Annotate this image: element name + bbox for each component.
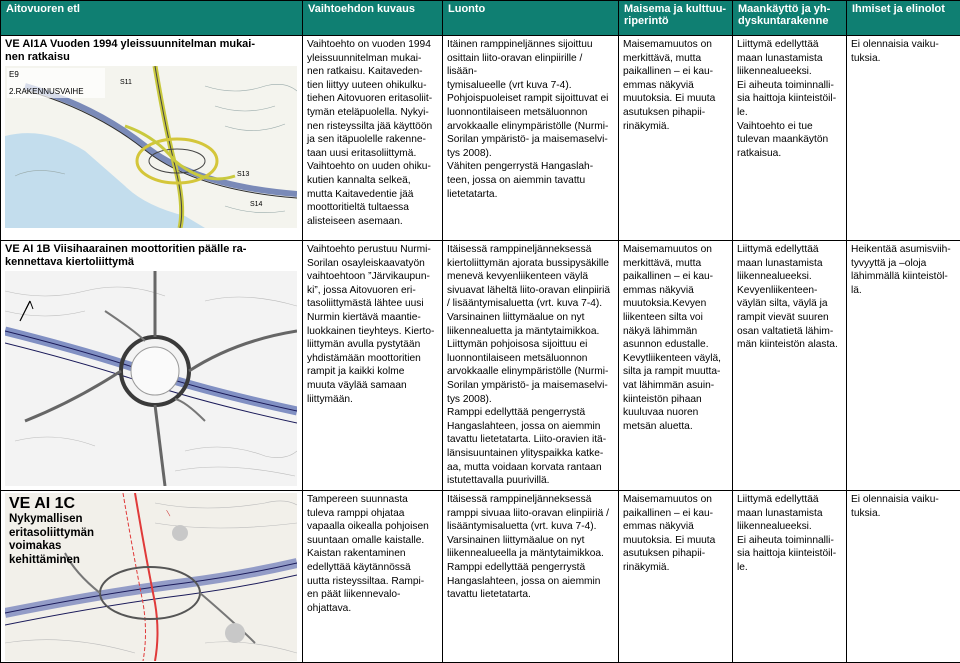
luonto-cell: Itäisessä ramppineljänneksessä ramppi sivuaa liito-oravan elinpiiriä / lisääntymisaluetta (vrt. kuva 7-4). Varsinainen liittymäalue on nyt liikennealueella ja mäntytaimikkoa. Ramppi edellyttää pengerrystä Hangaslahteen, jossa on aiemmin tavattu lietetatarta.	[443, 491, 619, 663]
row-title: VE AI1A Vuoden 1994 yleissuunnitelman mukai- nen ratkaisu	[5, 38, 256, 63]
header-maankaytto: Maankäyttö ja yh- dyskuntarakenne	[733, 1, 847, 36]
map-image-1a	[5, 66, 298, 228]
ihmiset-cell: Ei olennaisia vaiku- tuksia.	[847, 36, 960, 241]
luonto-cell: Itäisessä ramppineljänneksessä kiertoliittymän ajorata bussipysäkille menevä kevyenliikenteen väylä sivuavat läheltä liito-oravan elinpiiriä / lisääntymisaluetta (vrt. kuva 7-4). Varsinainen liittymäalue on nyt liikennealuetta ja mäntytaimikkoa. Liittymän pohjoisosa sijoittuu ei luonnontilaiseen metsäluonnon arvokkaalle elinympäristölle (Nurmi- Sorilan ympäristö- ja maisemaselvi- tys 2008). Ramppi edellyttää pengerrystä Hangaslahteen, jossa on aiemmin tavattu lietetatarta. Liito-oravien itä- länsisuuntainen ylityspaikka katke- aa, mutta voidaan korvata rantaan istutettavalla puurivillä.	[443, 241, 619, 491]
table-row	[1, 491, 960, 663]
kuvaus-cell: Vaihtoehto perustuu Nurmi- Sorilan osayleiskaavatyön vaihtoehtoon ”Järvikaupun- ki”, jossa Aitovuoren eri- tasoliittymästä lähtee uusi Nurmin kiertävä maantie- luokkainen tieyhteys. Kierto- liittymän avulla pystytään yhdistämään moottoritien rampit ja kaikki kolme muuta väylää samaan liittymään.	[303, 241, 443, 491]
ihmiset-cell: Ei olennaisia vaiku- tuksia.	[847, 491, 960, 663]
map-image-1b	[5, 271, 298, 486]
maisema-cell: Maisemamuutos on paikallinen – ei kau- emmas näkyviä muutoksia. Ei muuta asutuksen pihapii- rinäkymiä.	[619, 491, 733, 663]
svg-text:S14: S14	[250, 201, 263, 208]
map-label-e9: E9	[9, 70, 19, 79]
maisema-cell: Maisemamuutos on merkittävä, mutta paikallinen – ei kau- emmas näkyviä muutoksia.Kevyen liikenteen silta voi näkyä lähimmän asunnon edustalle. Kevytliikenteen väylä, silta ja rampit muutta- vat lähimmän asuin- kiinteistön pihaan kuuluvaa nuoren metsän aluetta.	[619, 241, 733, 491]
svg-text:—: —	[163, 508, 173, 519]
kuvaus-cell: Vaihtoehto on vuoden 1994 yleissuunnitelman mukai- nen ratkaisu. Kaitaveden- tien liittyy uuteen ohikulku- tiehen Aitovuoren eritasoliit- tymän eteläpuolella. Nykyi- nen risteyssilta jää käyttöön ja sen itäpuolelle rakenne- taan uusi eritasoliittymä. Vaihtoehto on uuden ohiku- kutien kannalta selkeä, mutta Kaitavedentie jää moottoritieltä tultaessa alisteiseen asemaan.	[303, 36, 443, 241]
row-title: VE AI 1B Viisihaarainen moottoritien päälle ra- kennettava kiertoliittymä	[5, 243, 247, 268]
maankaytto-cell: Liittymä edellyttää maan lunastamista liikennealueeksi. Ei aiheuta toiminnalli- sia haittoja kiinteistöil- le. Vaihtoehto ei tue tulevan maankäytön ratkaisua.	[733, 36, 847, 241]
alt-cell	[1, 491, 303, 663]
header-kuvaus: Vaihtoehdon kuvaus	[303, 1, 443, 36]
map-label-phase: 2.RAKENNUSVAIHE	[9, 87, 84, 96]
header-ihmiset: Ihmiset ja elinolot	[847, 1, 960, 36]
table-row	[1, 241, 960, 491]
ihmiset-cell: Heikentää asumisviih- tyvyyttä ja –oloja lähimmällä kiinteistöl- lä.	[847, 241, 960, 491]
svg-text:S11: S11	[120, 79, 132, 86]
maisema-cell: Maisemamuutos on merkittävä, mutta paikallinen – ei kau- emmas näkyviä muutoksia. Ei muuta asutuksen pihapii- rinäkymiä.	[619, 36, 733, 241]
kuvaus-cell: Tampereen suunnasta tuleva ramppi ohjataa vapaalla oikealla pohjoisen suuntaan omalle kaistalle. Kaistan rakentaminen edellyttää käytännössä uutta risteyssiltaa. Rampi- en päät liikennevalo- ohjattava.	[303, 491, 443, 663]
map-image-1c	[5, 493, 298, 661]
svg-text:S13: S13	[237, 171, 250, 178]
map-overlay-title: VE AI 1C	[9, 495, 76, 512]
luonto-cell: Itäinen ramppineljännes sijoittuu osittain liito-oravan elinpiirille / lisään- tymisalueelle (vrt kuva 7-4). Pohjoispuoleiset rampit sijoittuvat ei luonnontilaiseen metsäluonnon arvokkaalle elinympäristölle (Nurmi- Sorilan ympäristö- ja maisemaselvi- tys 2008). Vähiten pengerrystä Hangaslah- teen, jossa on aiemmin tavattu lietetatarta.	[443, 36, 619, 241]
alt-cell	[1, 241, 303, 491]
map-overlay-subtitle: Nykymallisen eritasoliittymän voimakas kehittäminen	[9, 513, 94, 566]
header-row	[1, 1, 960, 36]
header-maisema: Maisema ja kulttuu- riperintö	[619, 1, 733, 36]
maankaytto-cell: Liittymä edellyttää maan lunastamista liikennealueeksi. Ei aiheuta toiminnalli- sia haittoja kiinteistöil- le.	[733, 491, 847, 663]
header-luonto: Luonto	[443, 1, 619, 36]
alt-cell	[1, 36, 303, 241]
header-aitovuoren: Aitovuoren etl	[1, 1, 303, 36]
table-row	[1, 36, 960, 241]
maankaytto-cell: Liittymä edellyttää maan lunastamista liikennealueeksi. Kevyenliikenteen- väylän silta, väylä ja rampit vievät suuren osan valtatietä lähim- män kiinteistön alasta.	[733, 241, 847, 491]
